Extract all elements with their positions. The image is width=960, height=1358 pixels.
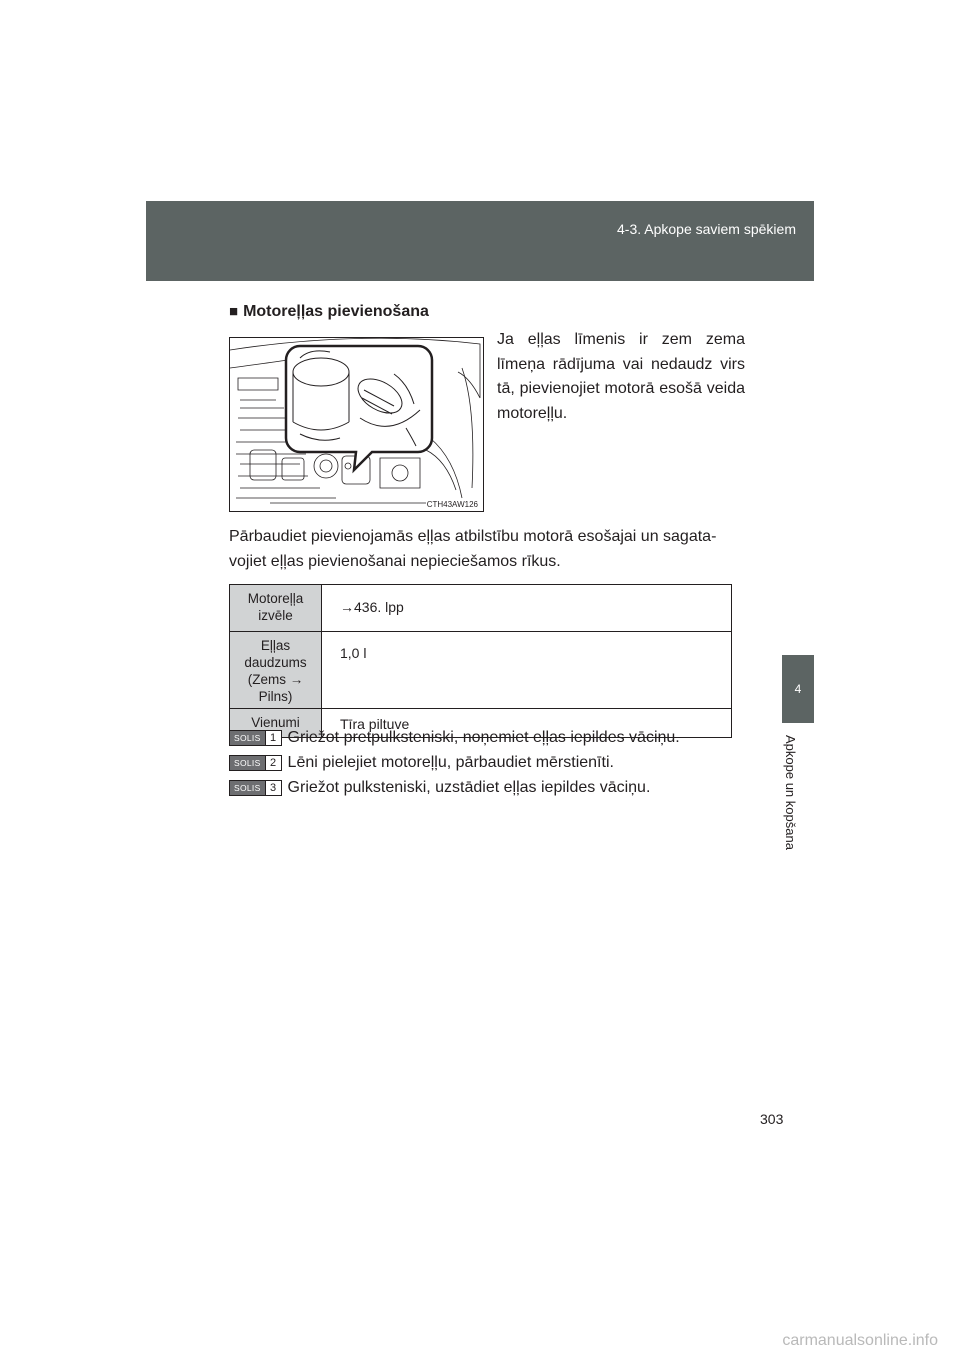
step-badge — [229, 780, 282, 796]
chapter-tab — [782, 655, 814, 723]
step-item — [229, 725, 680, 750]
step-badge — [229, 730, 282, 746]
engine-drawing — [230, 338, 484, 512]
header-bar — [146, 201, 814, 281]
table-row-label: Vienumi — [230, 709, 322, 738]
page-number: 303 — [760, 1111, 784, 1127]
table-row-label: Motoreļļa izvēle — [230, 585, 322, 632]
engine-illustration — [229, 337, 484, 512]
step-badge-number: 2 — [265, 756, 281, 770]
step-badge — [229, 755, 282, 771]
section-header: 4-3. Apkope saviem spēkiem — [617, 221, 796, 237]
chapter-label: Apkope un kopšana — [783, 735, 798, 850]
step-badge-number: 1 — [265, 731, 281, 745]
step-item — [229, 750, 680, 775]
section-title — [229, 303, 429, 321]
table-row-value: 1,0 l — [322, 632, 732, 709]
intro-text: Ja eļļas līmenis ir zem zema līmeņa rādījuma vai nedaudz virs tā, pievienojiet motorā esošā veida motoreļļu. — [497, 331, 745, 422]
chapter-number: 4 — [794, 682, 802, 696]
figure-code: CTH43AW126 — [426, 500, 478, 509]
section-title-text: Motoreļļas pievienošana — [243, 303, 429, 320]
watermark: carmanualsonline.info — [782, 1332, 938, 1349]
table-row-value: →436. lpp — [322, 585, 732, 632]
table-row — [230, 585, 732, 632]
step-item — [229, 775, 680, 800]
step-text: Lēni pielejiet motoreļļu, pārbaudiet mērstienīti. — [287, 753, 614, 771]
table-row-value: Tīra piltuve — [322, 709, 732, 738]
step-text: Griežot pulksteniski, uzstādiet eļļas iepildes vāciņu. — [287, 778, 651, 796]
table-row — [230, 632, 732, 709]
step-badge-number: 3 — [265, 781, 281, 795]
spec-table — [229, 584, 732, 738]
step-text: Griežot pretpulksteniski, noņemiet eļļas iepildes vāciņu. — [287, 728, 680, 746]
step-badge-word: SOLIS — [230, 731, 265, 745]
table-row-label: Eļļas daudzums (Zems → Pilns) — [230, 632, 322, 709]
step-list — [229, 725, 680, 800]
step-badge-word: SOLIS — [230, 781, 265, 795]
instruction-paragraph: Pārbaudiet pievienojamās eļļas atbilstību motorā esošajai un sagata-vojiet eļļas pievienošanai nepieciešamos rīkus. — [229, 528, 717, 570]
square-bullet-icon: ■ — [229, 303, 239, 320]
step-badge-word: SOLIS — [230, 756, 265, 770]
